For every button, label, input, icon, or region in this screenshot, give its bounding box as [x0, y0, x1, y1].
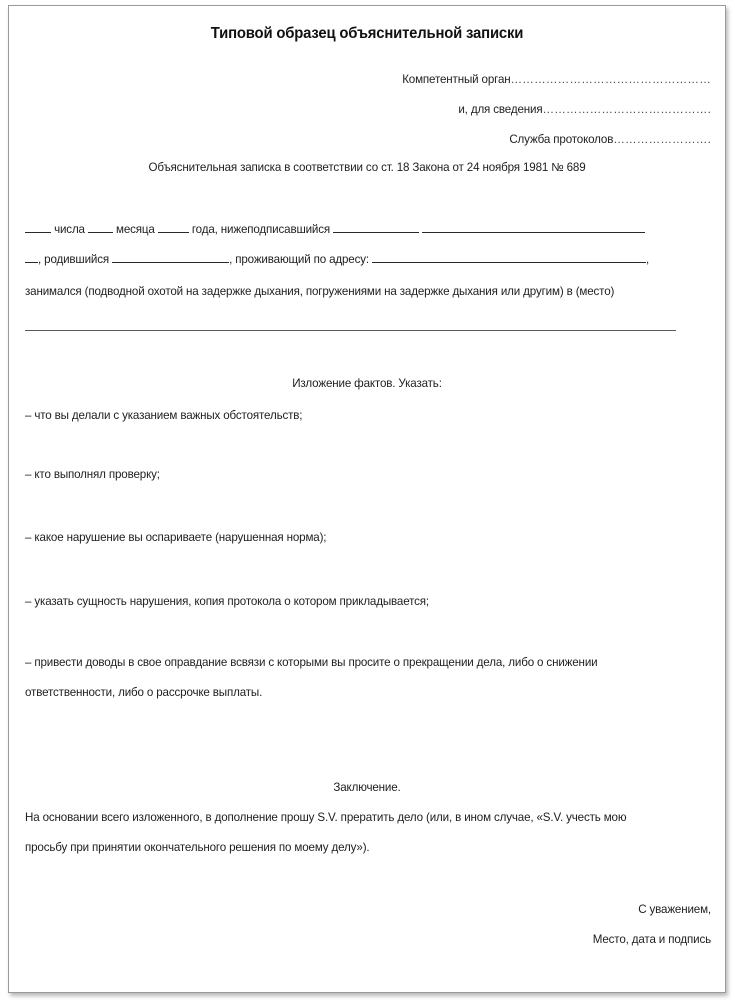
facts-item-continuation: ответственности, либо о рассрочке выплаты.: [25, 686, 263, 699]
document-page: [8, 5, 726, 993]
fill-dots: …………………………………….: [542, 103, 711, 116]
header-field-competent-authority: [402, 73, 711, 87]
facts-item: – кто выполнял проверку;: [25, 468, 160, 481]
address-label: , проживающий по адресу:: [229, 253, 369, 266]
closing-salutation: С уважением,: [638, 903, 711, 916]
day-label: числа: [54, 223, 85, 236]
field-label: Компетентный орган: [402, 73, 511, 86]
facts-item: – что вы делали с указанием важных обстоятельств;: [25, 409, 303, 422]
facts-item: – какое нарушение вы оспариваете (нарушенная норма);: [25, 531, 327, 544]
form-line-birth-address: [25, 251, 649, 267]
conclusion-text-line-2: просьбу при принятии окончательного решения по моему делу»).: [25, 841, 370, 854]
address-blank[interactable]: [372, 251, 646, 263]
intro-line: Объяснительная записка в соответствии со ст. 18 Закона от 24 ноября 1981 № 689: [148, 161, 586, 174]
place-blank-line[interactable]: [25, 330, 676, 331]
signature-line: Место, дата и подпись: [592, 933, 711, 946]
name-blank[interactable]: [422, 221, 645, 233]
conclusion-heading: Заключение.: [333, 781, 401, 794]
fill-dots: …………………….: [613, 133, 711, 146]
month-blank[interactable]: [88, 221, 113, 233]
form-line-date-name: [25, 221, 645, 237]
facts-item: – привести доводы в свое оправдание всвязи с которыми вы просите о прекращении дела, либо о снижении: [25, 656, 598, 669]
conclusion-text-line-1: На основании всего изложенного, в дополнение прошу S.V. прератить дело (или, в ином случае, «S.V. учесть мою: [25, 811, 627, 824]
header-field-protocol-service: [509, 133, 711, 147]
born-label: , родившийся: [38, 253, 110, 266]
birth-blank[interactable]: [112, 251, 229, 263]
field-label: и, для сведения: [458, 103, 543, 116]
initial-blank[interactable]: [25, 251, 38, 263]
address-end: ,: [646, 253, 650, 266]
header-field-for-information: [458, 103, 711, 117]
year-signer-label: года, нижеподписавшийся: [191, 223, 331, 236]
form-line-activity: занимался (подводной охотой на задержке дыхания, погружениями на задержке дыхания или другим) в (место): [25, 285, 615, 298]
month-label: месяца: [116, 223, 155, 236]
day-blank[interactable]: [25, 221, 51, 233]
facts-heading: Изложение фактов. Указать:: [292, 377, 442, 390]
year-blank[interactable]: [158, 221, 189, 233]
facts-item: – указать сущность нарушения, копия протокола о котором прикладывается;: [25, 595, 429, 608]
document-title: Типовой образец объяснительной записки: [210, 25, 524, 42]
fill-dots: ……………………………………………: [510, 73, 711, 86]
field-label: Служба протоколов: [509, 133, 614, 146]
surname-blank[interactable]: [333, 221, 419, 233]
